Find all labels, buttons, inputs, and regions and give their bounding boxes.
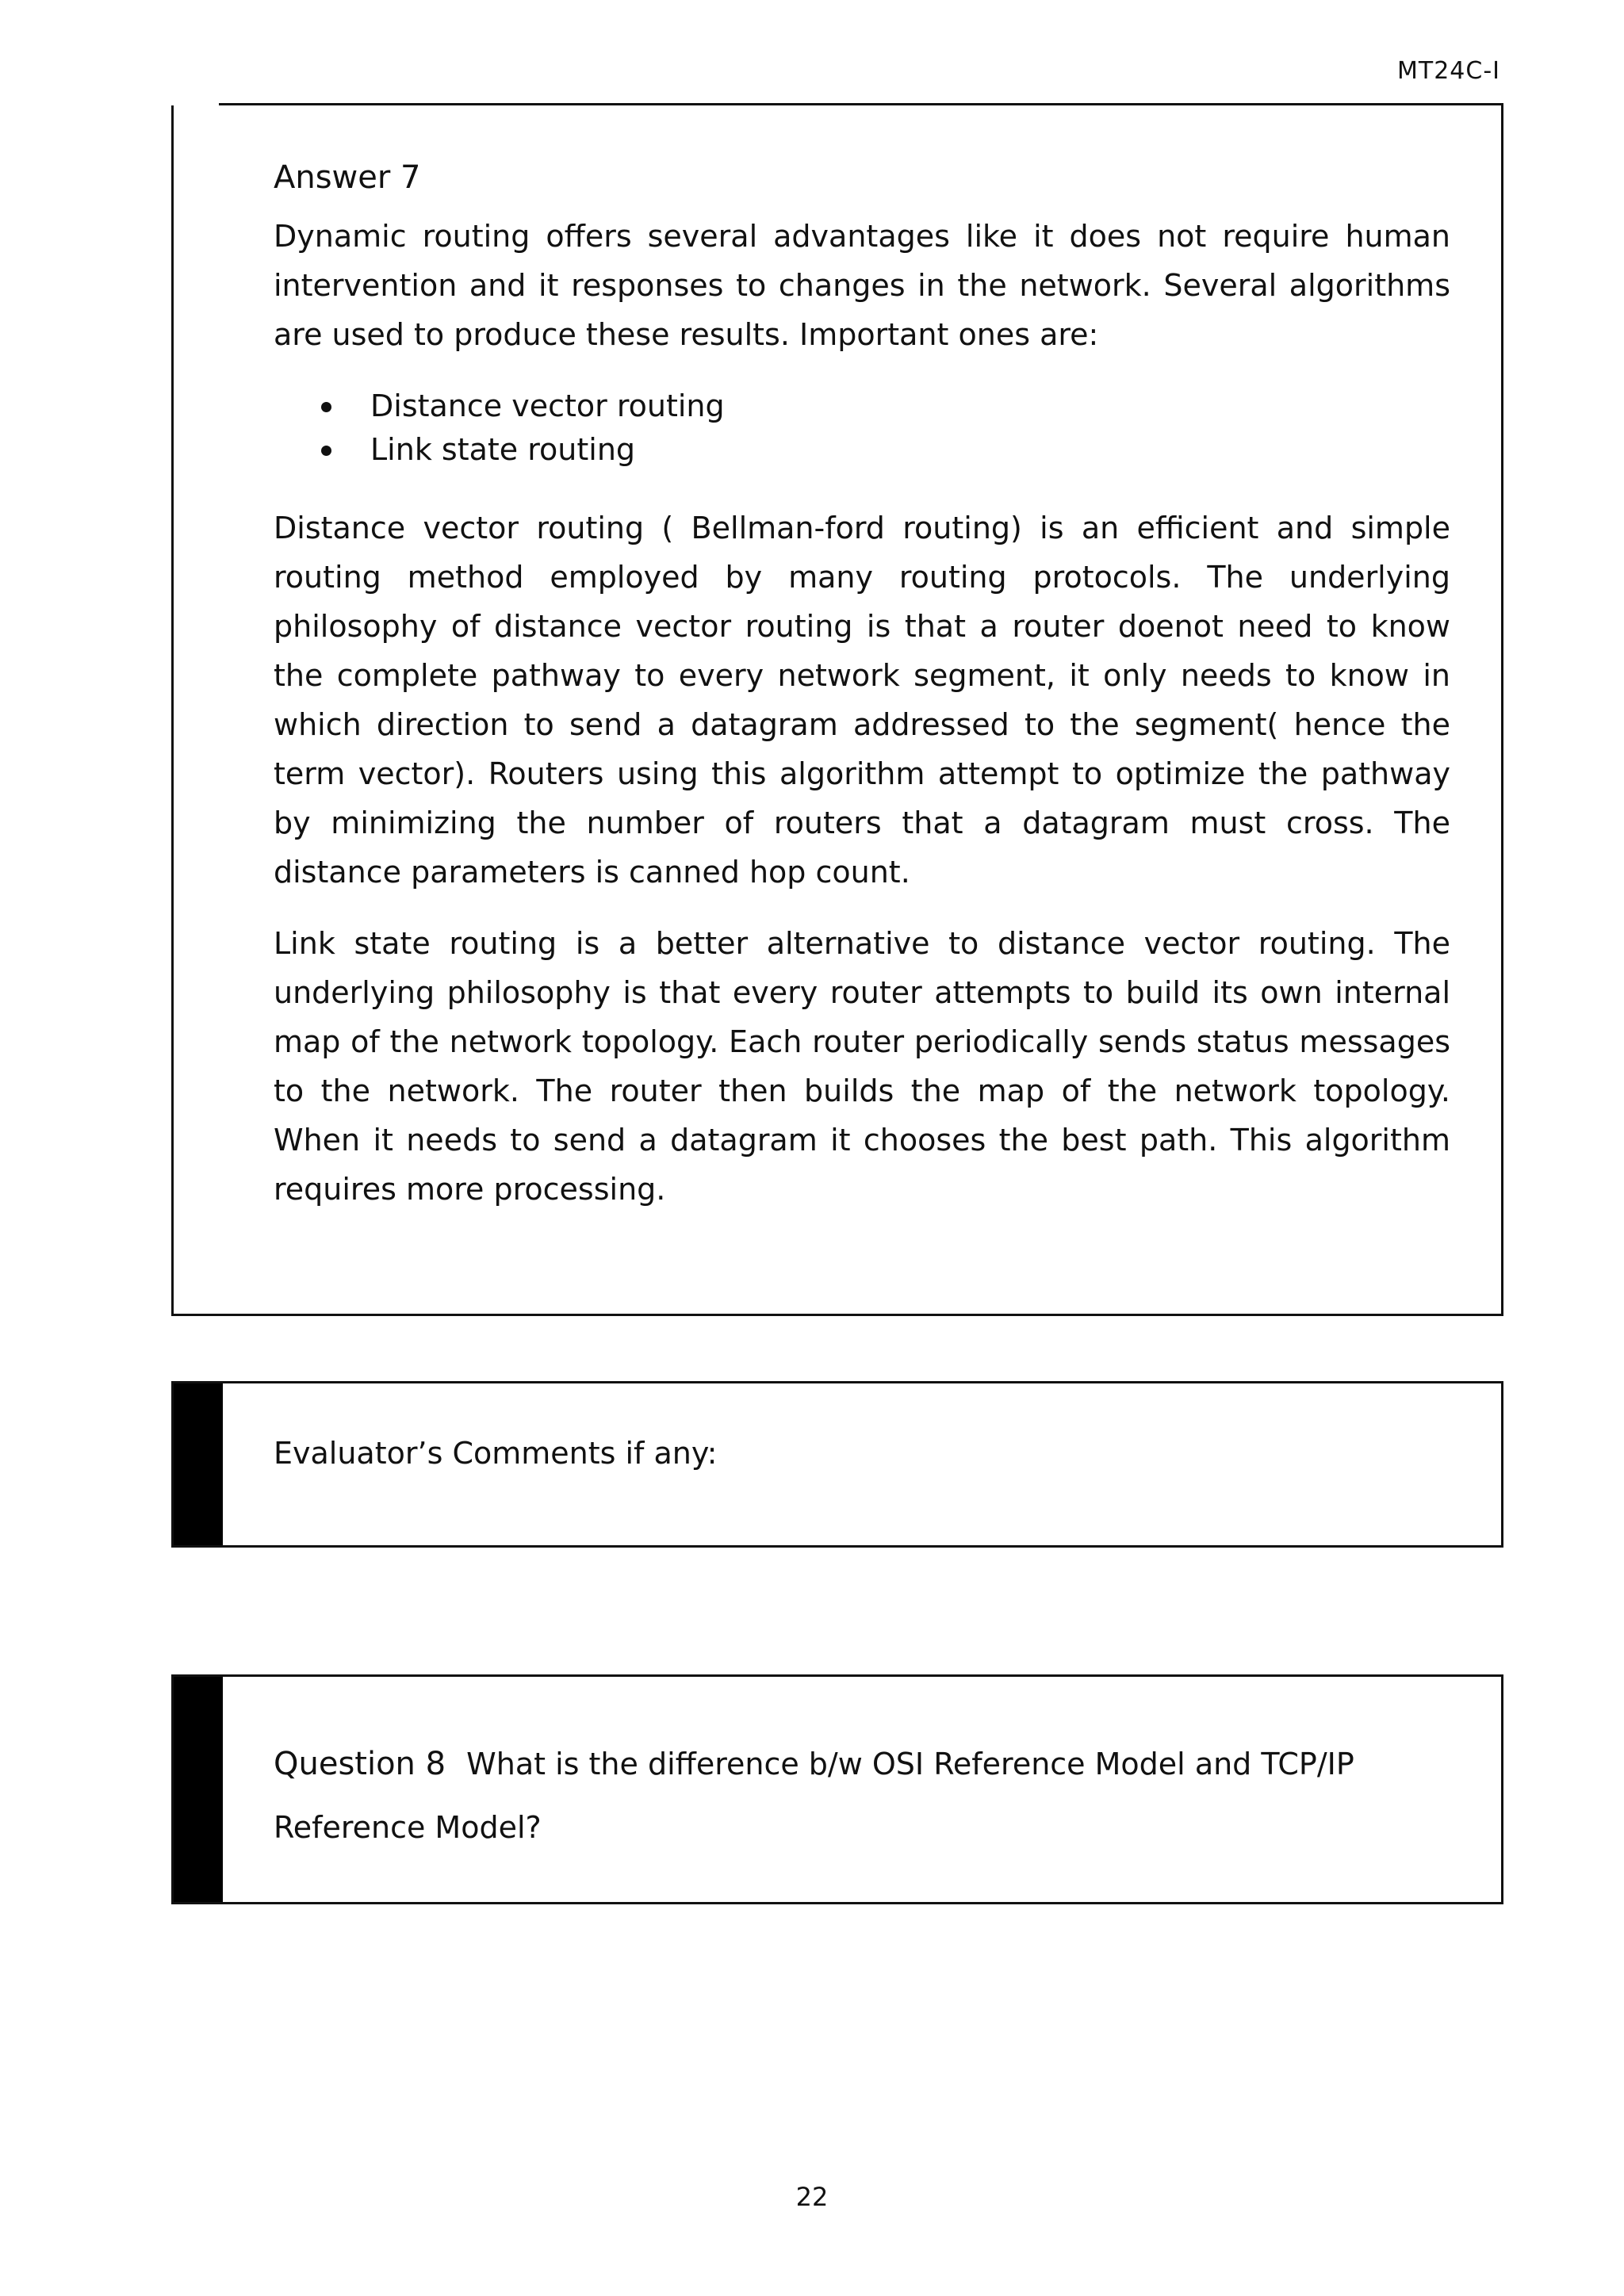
document-code: MT24C-I: [1396, 57, 1500, 85]
bullet-list: [274, 385, 1450, 472]
answer-box: [171, 103, 1503, 1316]
answer-intro: Dynamic routing offers several advantages like it does not require human intervention and it responses to changes in the network. Several algorithms are used to produce these results. Important ones are:: [274, 219, 1450, 352]
answer-title: Answer 7: [274, 159, 421, 196]
comments-label: Evaluator’s Comments if any:: [274, 1436, 718, 1471]
question-box: [171, 1674, 1503, 1904]
list-item: [321, 385, 1450, 428]
side-bar: [174, 1677, 223, 1902]
question-content: [274, 1732, 1438, 1859]
bullet-icon: [321, 446, 331, 456]
list-item-text: Link state routing: [370, 432, 636, 467]
bullet-icon: [321, 402, 331, 412]
list-item: [321, 428, 1450, 472]
link-state-paragraph: Link state routing is a better alternative to distance vector routing. The underlying philosophy is that every router attempts to build its own internal map of the network topology. Each router periodically sends status messages to the network. The router then builds the map of the network topology. When it needs to send a datagram it chooses the best path. This algorithm requires more processing.: [274, 926, 1450, 1207]
comments-box: [171, 1381, 1503, 1548]
distance-vector-paragraph: Distance vector routing ( Bellman-ford routing) is an efficient and simple routing method employed by many routing protocols. The underlying philosophy of distance vector routing is that a router doenot need to know the complete pathway to every network segment, it only needs to know in which direction to send a datagram addressed to the segment( hence the term vector). Routers using this algorithm attempt to optimize the pathway by minimizing the number of routers that a datagram must cross. The distance parameters is canned hop count.: [274, 511, 1450, 890]
question-text: What is the difference b/w OSI Reference Model and TCP/IP Reference Model?: [274, 1747, 1354, 1845]
question-label: Question 8: [274, 1746, 446, 1782]
list-item-text: Distance vector routing: [370, 388, 725, 423]
page-number: 22: [795, 2182, 829, 2212]
side-bar: [174, 1383, 223, 1545]
